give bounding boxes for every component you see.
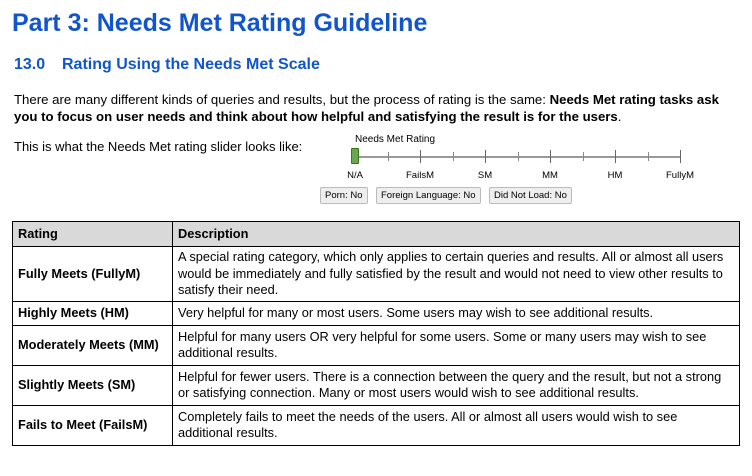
description-cell: Helpful for many users OR very helpful for some users. Some or many users may wish to see additional results. [173, 325, 740, 365]
intro-paragraph [14, 91, 739, 125]
section-title: Rating Using the Needs Met Scale [62, 56, 320, 73]
rating-cell: Fully Meets (FullyM) [13, 247, 173, 302]
slider-tick [388, 152, 389, 161]
table-row [13, 325, 740, 365]
slider-tick [550, 150, 551, 163]
page-title: Part 3: Needs Met Rating Guideline [12, 9, 428, 37]
scale-label-hm: HM [607, 170, 623, 181]
table-row [13, 365, 740, 405]
description-cell: Helpful for fewer users. There is a connection between the query and the result, but not a strong or satisfying connection. Many or most users would wish to see additional results. [173, 365, 740, 405]
slider-tick [485, 150, 486, 163]
table-row [13, 301, 740, 325]
scale-label-mm: MM [542, 170, 558, 181]
slider-tick [680, 150, 681, 163]
did-not-load-flag-button[interactable]: Did Not Load: No [489, 187, 572, 204]
description-cell: A special rating category, which only applies to certain queries and results. All or almost all users would be immediately and fully satisfied by the result and would not need to view other results to satisfy their need. [173, 247, 740, 302]
scale-label-na: N/A [347, 170, 363, 181]
slider-track[interactable] [352, 156, 680, 158]
rating-cell: Highly Meets (HM) [13, 301, 173, 325]
header-description: Description [173, 222, 740, 247]
foreign-language-flag-button[interactable]: Foreign Language: No [376, 187, 481, 204]
table-header-row [13, 222, 740, 247]
table-row [13, 405, 740, 445]
slider-caption: This is what the Needs Met rating slider looks like: [14, 139, 303, 154]
intro-emphasis: Needs Met rating tasks ask you to focus on user needs and think about how helpful and satisfying the result is for the users [14, 92, 719, 124]
description-cell: Very helpful for many or most users. Some users may wish to see additional results. [173, 301, 740, 325]
description-cell: Completely fails to meet the needs of the users. All or almost all users would wish to see additional results. [173, 405, 740, 445]
scale-label-sm: SM [477, 170, 493, 181]
scale-label-fullym: FullyM [666, 170, 694, 181]
section-heading [14, 56, 320, 74]
section-number: 13.0 [14, 56, 46, 73]
slider-thumb[interactable] [351, 148, 359, 164]
header-rating: Rating [13, 222, 173, 247]
slider-tick [518, 152, 519, 161]
intro-text: There are many different kinds of queries and results, but the process of rating is the same: [14, 92, 550, 107]
porn-flag-button[interactable]: Porn: No [320, 187, 368, 204]
rating-cell: Fails to Meet (FailsM) [13, 405, 173, 445]
rating-table [12, 221, 740, 446]
slider-tick [453, 152, 454, 161]
rating-cell: Moderately Meets (MM) [13, 325, 173, 365]
slider-tick [583, 152, 584, 161]
slider-tick [420, 150, 421, 163]
slider-tick [648, 152, 649, 161]
table-row [13, 247, 740, 302]
slider-tick [615, 150, 616, 163]
rating-cell: Slightly Meets (SM) [13, 365, 173, 405]
slider-title: Needs Met Rating [355, 134, 436, 145]
intro-period: . [617, 109, 622, 124]
scale-label-failsm: FailsM [406, 170, 434, 181]
